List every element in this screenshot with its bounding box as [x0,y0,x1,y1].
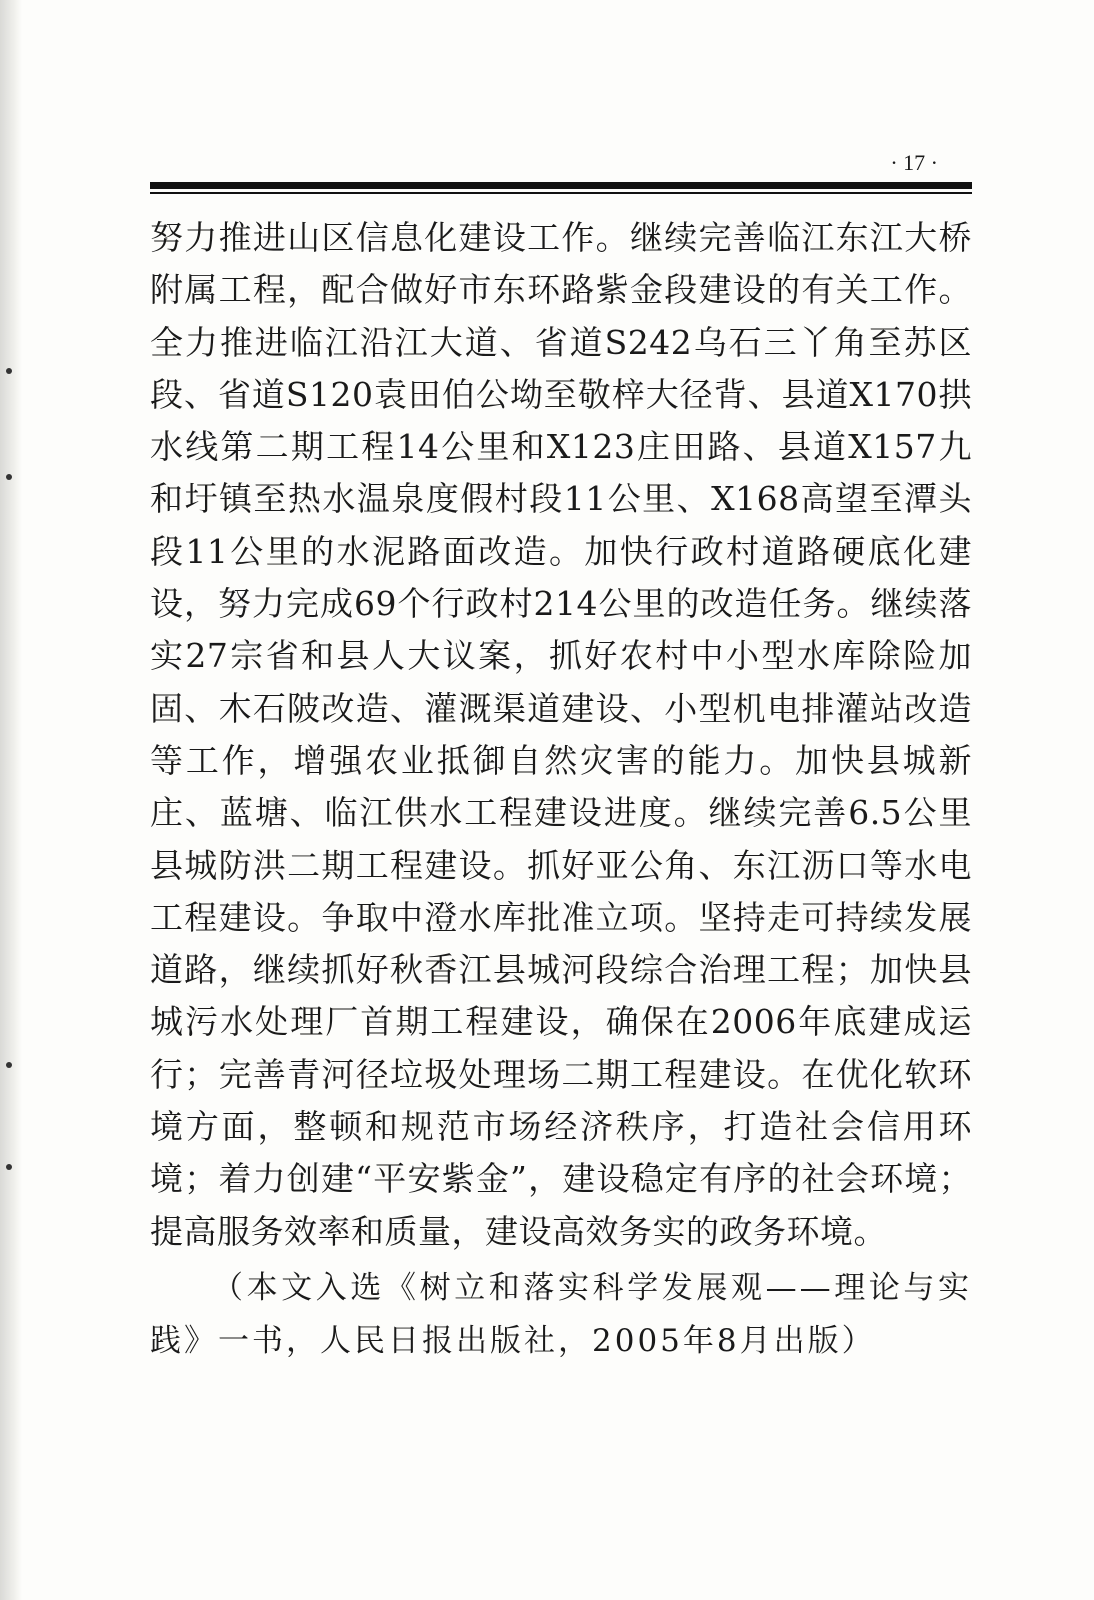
header-rule-thin [150,192,972,194]
binding-hole-mark [6,1062,12,1068]
binding-hole-mark [6,474,12,480]
header-rule-thick [150,182,972,189]
body-paragraph: 努力推进山区信息化建设工作。继续完善临江东江大桥附属工程，配合做好市东环路紫金段建设的有关工作。全力推进临江沿江大道、省道S242乌石三丫角至苏区段、省道S120袁田伯公坳至敬梓大径背、县道X170拱水线第二期工程14公里和X123庄田路、县道X157九和圩镇至热水温泉度假村段11公里、X168高望至潭头段11公里的水泥路面改造。加快行政村道路硬底化建设，努力完成69个行政村214公里的改造任务。继续落实27宗省和县人大议案，抓好农村中小型水库除险加固、木石陂改造、灌溉渠道建设、小型机电排灌站改造等工作，增强农业抵御自然灾害的能力。加快县城新庄、蓝塘、临江供水工程建设进度。继续完善6.5公里县城防洪二期工程建设。抓好亚公角、东江沥口等水电工程建设。争取中澄水库批准立项。坚持走可持续发展道路，继续抓好秋香江县城河段综合治理工程；加快县城污水处理厂首期工程建设，确保在2006年底建成运行；完善青河径垃圾处理场二期工程建设。在优化软环境方面，整顿和规范市场经济秩序，打造社会信用环境；着力创建“平安紫金”，建设稳定有序的社会环境；提高服务效率和质量，建设高效务实的政务环境。 [150,218,972,1251]
binding-hole-mark [6,368,12,374]
page-binding-edge [0,0,22,1600]
binding-hole-mark [6,1164,12,1170]
source-note: （本文入选《树立和落实科学发展观——理论与实践》一书，人民日报出版社，2005年8月出版） [150,1270,972,1359]
page-number: · 17 · [890,150,938,175]
page-header [150,148,972,178]
